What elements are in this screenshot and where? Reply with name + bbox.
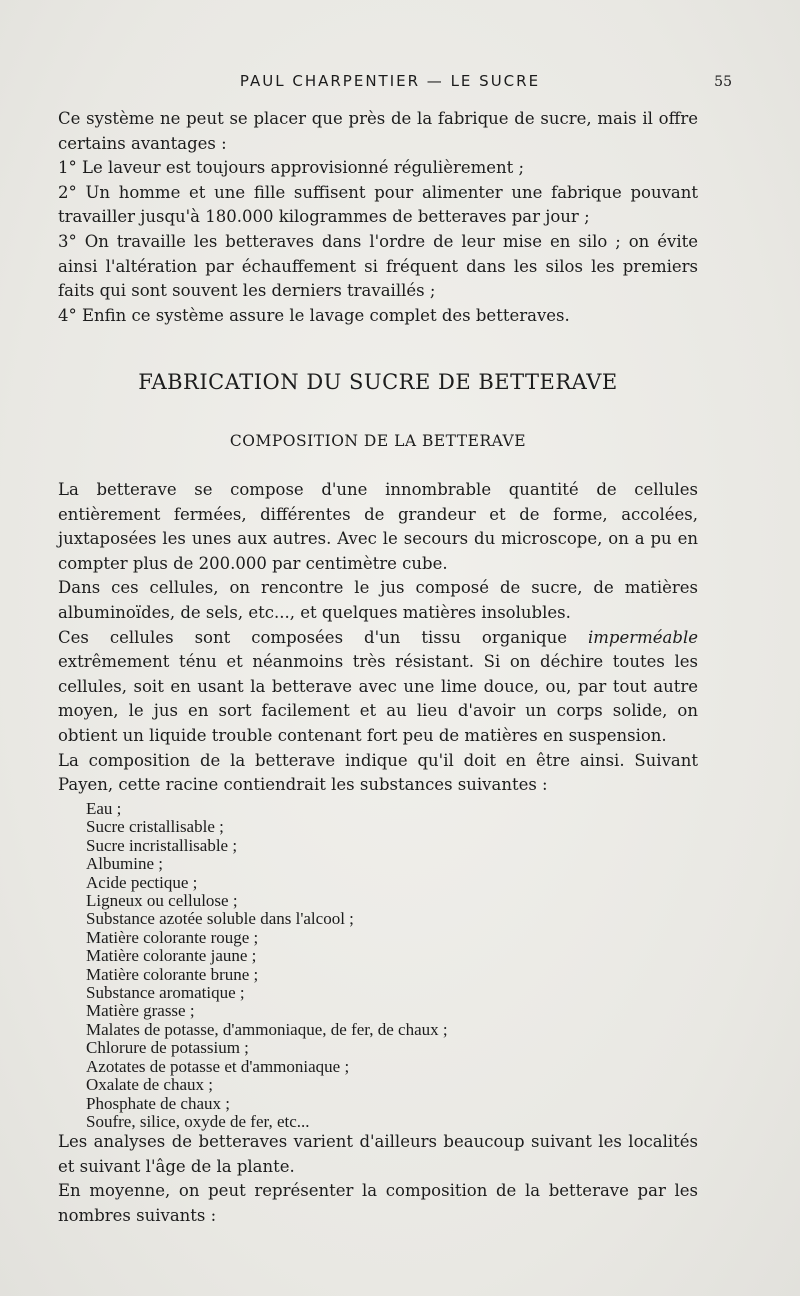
subsection-title: COMPOSITION DE LA BETTERAVE <box>229 432 527 450</box>
p3-start: Ces cellules sont composées d'un tissu organique <box>58 627 588 647</box>
body-paragraph-1: La betterave se compose d'une innombrable quantité de cellules entièrement fermées, différentes de grandeur et de forme, accolées, juxtaposées les unes aux autres. Avec le secours du microscope, on a pu en compter plus de 200.000 par centimètre cube. <box>58 480 698 573</box>
list-item: Albumine ; <box>86 854 163 874</box>
list-item: Sucre cristallisable ; <box>86 817 224 837</box>
list-item: Azotates de potasse et d'ammoniaque ; <box>86 1056 350 1076</box>
advantage-4: 4° Enfin ce système assure le lavage complet des betteraves. <box>58 305 570 325</box>
list-item: Sucre incristallisable ; <box>86 835 238 855</box>
list-item: Substance azotée soluble dans l'alcool ; <box>86 909 354 929</box>
list-item: Matière colorante jaune ; <box>86 946 257 966</box>
list-item: Acide pectique ; <box>86 872 198 892</box>
list-item: Phosphate de chaux ; <box>86 1093 230 1113</box>
list-item: Soufre, silice, oxyde de fer, etc... <box>86 1111 310 1131</box>
closing-paragraph-2: En moyenne, on peut représenter la composition de la betterave par les nombres suivants : <box>58 1181 698 1225</box>
list-item: Eau ; <box>86 799 122 818</box>
advantage-3: 3° On travaille les betteraves dans l'ordre de leur mise en silo ; on évite ainsi l'altération par échauffement si fréquent dans les silos les premiers faits qui sont souvent les derniers travaillés ; <box>58 231 698 301</box>
body-paragraph-2: Dans ces cellules, on rencontre le jus composé de sucre, de matières albuminoïdes, de sels, etc..., et quelques matières insolubles. <box>58 578 698 622</box>
page-number: 55 <box>714 74 732 90</box>
list-item: Malates de potasse, d'ammoniaque, de fer, de chaux ; <box>86 1019 448 1039</box>
list-item: Chlorure de potassium ; <box>86 1038 249 1058</box>
substances-list <box>86 800 646 1131</box>
page-header <box>60 72 740 98</box>
p3-emphasis: imperméable <box>588 627 698 647</box>
list-item: Matière colorante rouge ; <box>86 927 259 947</box>
list-item: Oxalate de chaux ; <box>86 1075 213 1095</box>
list-item: Matière grasse ; <box>86 1001 195 1021</box>
closing-block <box>58 1130 698 1228</box>
running-title: PAUL CHARPENTIER — LE SUCRE <box>239 72 541 90</box>
body-paragraph-4: La composition de la betterave indique qu'il doit en être ainsi. Suivant Payen, cette racine contiendrait les substances suivantes : <box>58 750 698 795</box>
closing-paragraph-1: Les analyses de betteraves varient d'ailleurs beaucoup suivant les localités et suivant l'âge de la plante. <box>58 1132 698 1176</box>
advantage-1: 1° Le laveur est toujours approvisionné régulièrement ; <box>58 158 525 178</box>
p3-end: extrêmement ténu et néanmoins très résistant. Si on déchire toutes les cellules, soit en usant la betterave avec une lime douce, ou, par tout autre moyen, le jus en sort facilement et au lieu d'avoir un corps solide, on obtient un liquide trouble contenant fort peu de matières en suspension. <box>58 652 698 745</box>
intro-block <box>58 107 698 328</box>
section-title: FABRICATION DU SUCRE DE BETTERAVE <box>138 370 618 394</box>
list-item: Matière colorante brune ; <box>86 964 259 984</box>
body-block <box>58 478 698 798</box>
intro-paragraph: Ce système ne peut se placer que près de la fabrique de sucre, mais il offre certains avantages : <box>58 109 698 153</box>
list-item: Ligneux ou cellulose ; <box>86 891 238 911</box>
list-item: Substance aromatique ; <box>86 983 245 1003</box>
advantage-2: 2° Un homme et une fille suffisent pour alimenter une fabrique pouvant travailler jusqu'à 180.000 kilogrammes de betteraves par jour ; <box>58 182 698 227</box>
body-paragraph-3 <box>58 626 698 749</box>
